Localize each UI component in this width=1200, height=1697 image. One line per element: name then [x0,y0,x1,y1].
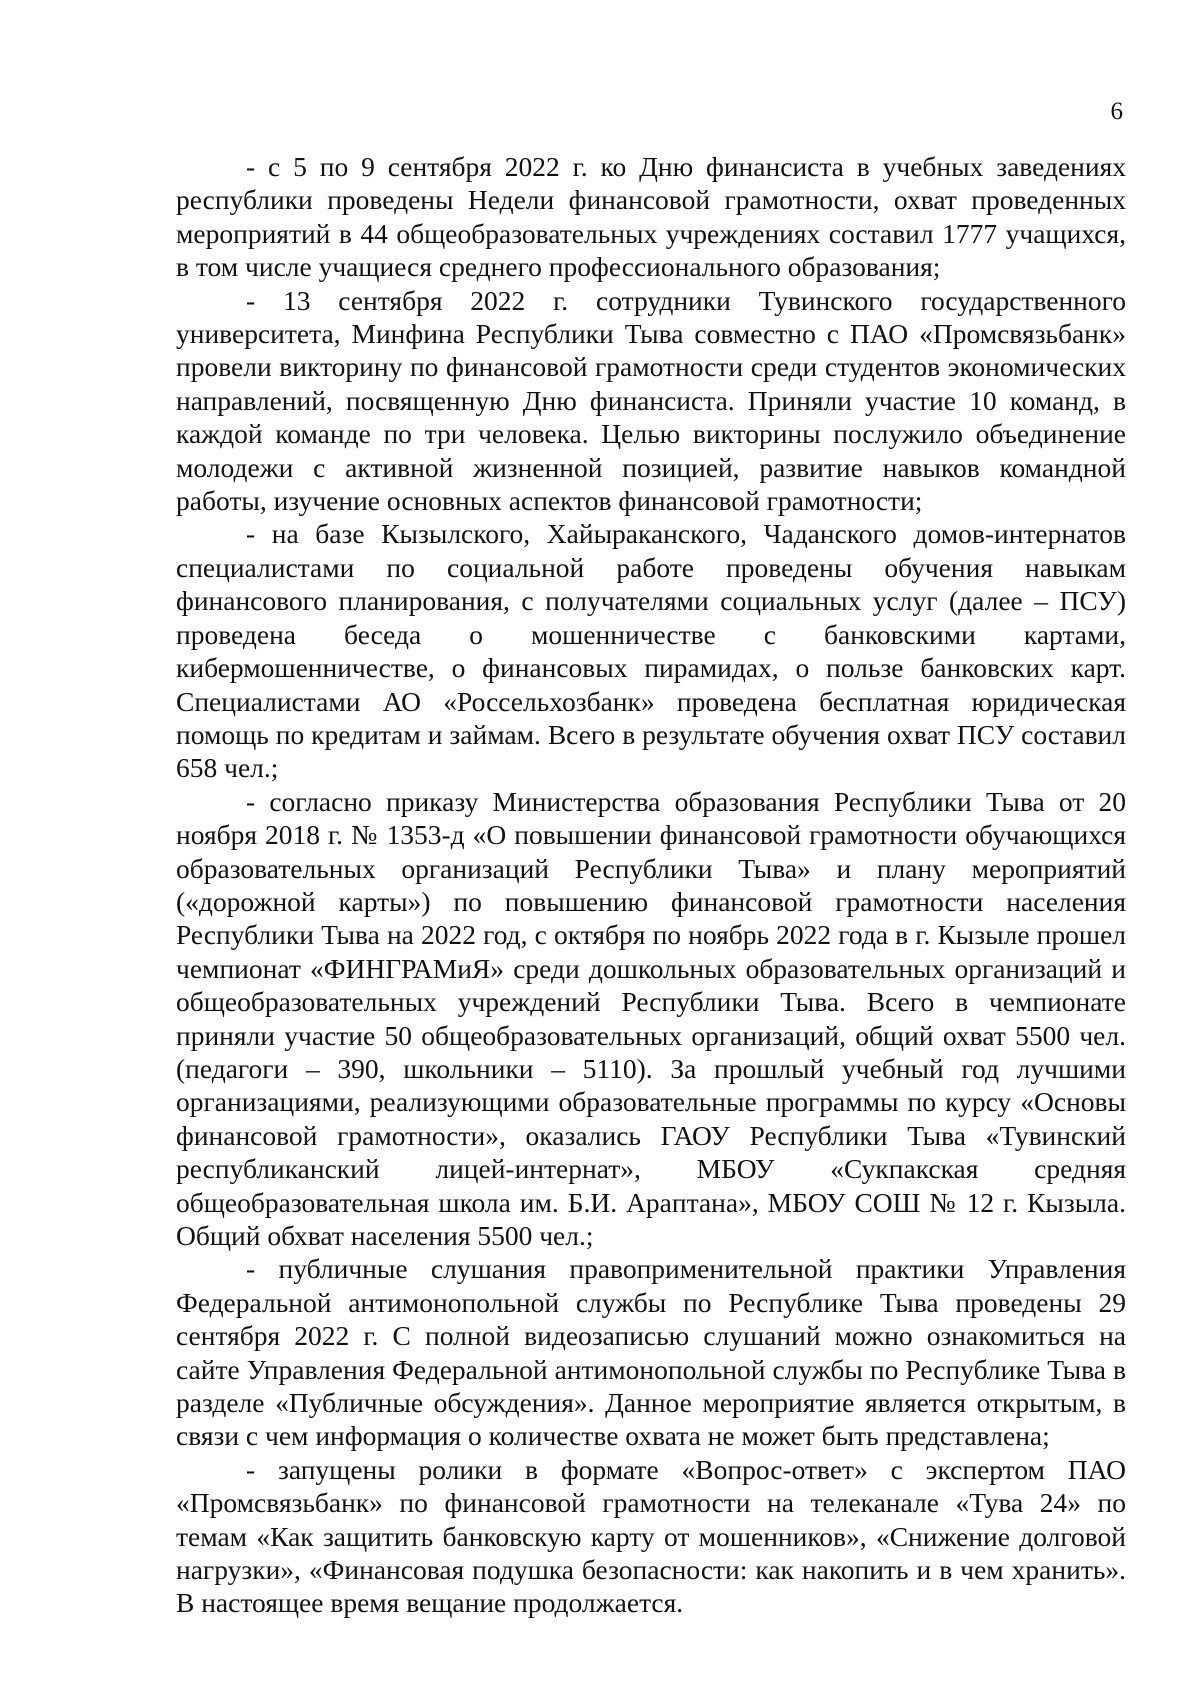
paragraph-boarding-homes-training: - на базе Кызылского, Хайыраканского, Чаданского домов-интернатов специалистами по социальной работе проведены обучения навыкам финансового планирования, с получателями социальных услуг (далее – ПСУ) проведена беседа о мошенничестве с банковскими картами, кибермошенничестве, о финансовых пирамидах, о пользе банковских карт. Специалистами АО «Россельхозбанк» проведена бесплатная юридическая помощь по кредитам и займам. Всего в результате обучения охват ПСУ составил 658 чел.; [176,518,1126,784]
document-body [176,150,1126,1620]
paragraph-antimonopoly-hearings: - публичные слушания правоприменительной практики Управления Федеральной антимонопольной службы по Республике Тыва проведены 29 сентября 2022 г. С полной видеозаписью слушаний можно ознакомиться на сайте Управления Федеральной антимонопольной службы по Республике Тыва в разделе «Публичные обсуждения». Данное мероприятие является открытым, в связи с чем информация о количестве охвата не может быть представлена; [176,1253,1126,1452]
paragraph-financier-day-quiz: - 13 сентября 2022 г. сотрудники Тувинского государственного университета, Минфина Республики Тыва совместно с ПАО «Промсвязьбанк» провели викторину по финансовой грамотности среди студентов экономических направлений, посвященную Дню финансиста. Приняли участие 10 команд, в каждой команде по три человека. Целью викторины послужило объединение молодежи с активной жизненной позицией, развитие навыков командной работы, изучение основных аспектов финансовой грамотности; [176,284,1126,517]
paragraph-financial-literacy-weeks: - с 5 по 9 сентября 2022 г. ко Дню финансиста в учебных заведениях республики проведены Недели финансовой грамотности, охват проведенных мероприятий в 44 общеобразовательных учреждениях составил 1777 учащихся, в том числе учащиеся среднего профессионального образования; [176,151,1126,283]
page-number: 6 [1110,98,1123,125]
paragraph-tv-videos: - запущены ролики в формате «Вопрос-ответ» с экспертом ПАО «Промсвязьбанк» по финансовой грамотности на телеканале «Тува 24» по темам «Как защитить банковскую карту от мошенников», «Снижение долговой нагрузки», «Финансовая подушка безопасности: как накопить и в чем хранить». В настоящее время вещание продолжается. [176,1453,1126,1619]
paragraph-fingramiya-championship: - согласно приказу Министерства образования Республики Тыва от 20 ноября 2018 г. № 1353-д «О повышении финансовой грамотности обучающихся образовательных организаций Республики Тыва» и плану мероприятий («дорожной карты») по повышению финансовой грамотности населения Республики Тыва на 2022 год, с октября по ноябрь 2022 года в г. Кызыле прошел чемпионат «ФИНГРАМиЯ» среди дошкольных образовательных организаций и общеобразовательных учреждений Республики Тыва. Всего в чемпионате приняли участие 50 общеобразовательных организаций, общий охват 5500 чел. (педагоги – 390, школьники – 5110). За прошлый учебный год лучшими организациями, реализующими образовательные программы по курсу «Основы финансовой грамотности», оказались ГАОУ Республики Тыва «Тувинский республиканский лицей-интернат», МБОУ «Сукпакская средняя общеобразовательная школа им. Б.И. Арaптана», МБОУ СОШ № 12 г. Кызыла. Общий обхват населения 5500 чел.; [176,785,1126,1251]
